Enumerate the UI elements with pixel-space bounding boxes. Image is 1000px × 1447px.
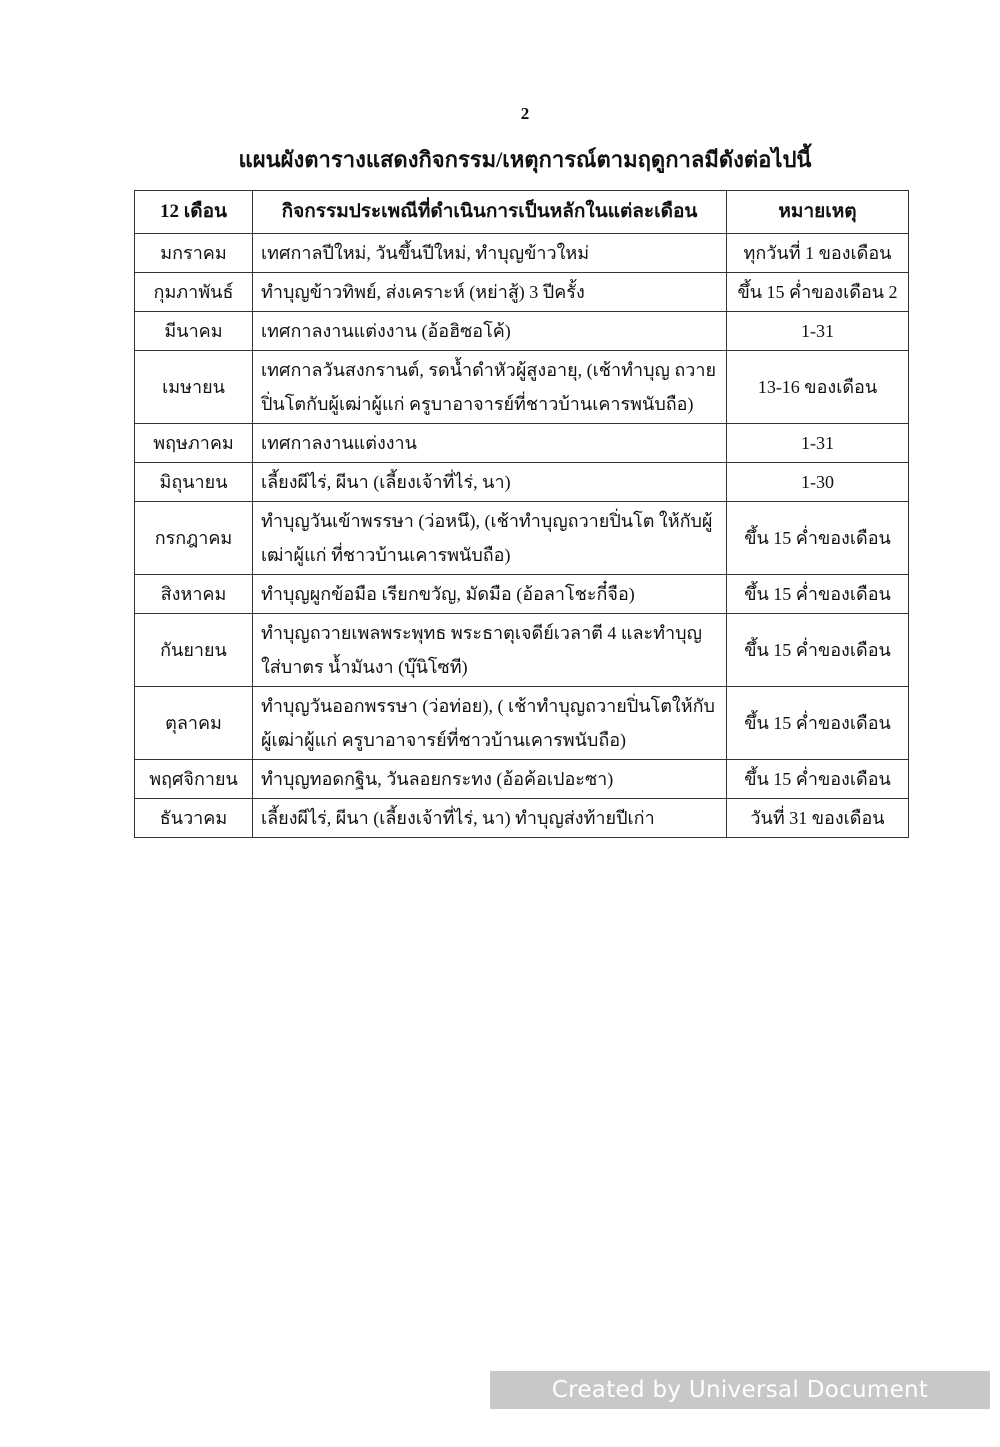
page-number: 2 bbox=[520, 104, 530, 123]
table-row bbox=[135, 760, 909, 799]
header-activity: กิจกรรมประเพณีที่ดำเนินการเป็นหลักในแต่ละเดือน bbox=[253, 191, 727, 234]
activity-cell: เลี้ยงผีไร่, ผีนา (เลี้ยงเจ้าที่ไร่, นา) bbox=[253, 463, 727, 502]
activity-cell: ทำบุญทอดกฐิน, วันลอยกระทง (อ้อค้อเปอะซา) bbox=[253, 760, 727, 799]
month-cell: กุมภาพันธ์ bbox=[135, 273, 253, 312]
note-cell: ขึ้น 15 ค่ำของเดือน bbox=[727, 760, 909, 799]
converter-watermark: Created by Universal Document Converter bbox=[490, 1371, 990, 1409]
activity-cell: เทศกาลงานแต่งงาน bbox=[253, 424, 727, 463]
note-cell: 13-16 ของเดือน bbox=[727, 351, 909, 424]
table-row bbox=[135, 575, 909, 614]
month-cell: ตุลาคม bbox=[135, 687, 253, 760]
note-cell: ขึ้น 15 ค่ำของเดือน bbox=[727, 687, 909, 760]
table-row bbox=[135, 234, 909, 273]
month-cell: มกราคม bbox=[135, 234, 253, 273]
month-cell: มิถุนายน bbox=[135, 463, 253, 502]
table-row bbox=[135, 687, 909, 760]
activity-cell: ทำบุญถวายเพลพระพุทธ พระธาตุเจดีย์เวลาตี 4 และทำบุญใส่บาตร น้ำมันงา (บุ๊นิโซที) bbox=[253, 614, 727, 687]
activity-cell: เลี้ยงผีไร่, ผีนา (เลี้ยงเจ้าที่ไร่, นา) ทำบุญส่งท้ายปีเก่า bbox=[253, 799, 727, 838]
note-cell: ขึ้น 15 ค่ำของเดือน 2 bbox=[727, 273, 909, 312]
month-cell: กันยายน bbox=[135, 614, 253, 687]
table-row bbox=[135, 351, 909, 424]
month-cell: พฤษภาคม bbox=[135, 424, 253, 463]
note-cell: ทุกวันที่ 1 ของเดือน bbox=[727, 234, 909, 273]
table-row bbox=[135, 424, 909, 463]
activity-cell: เทศกาลปีใหม่, วันขึ้นปีใหม่, ทำบุญข้าวใหม่ bbox=[253, 234, 727, 273]
note-cell: ขึ้น 15 ค่ำของเดือน bbox=[727, 575, 909, 614]
table-header-row bbox=[135, 191, 909, 234]
note-cell: ขึ้น 15 ค่ำของเดือน bbox=[727, 614, 909, 687]
document-title: แผนผังตารางแสดงกิจกรรม/เหตุการณ์ตามฤดูกาลมีดังต่อไปนี้ bbox=[238, 147, 812, 172]
month-cell: ธันวาคม bbox=[135, 799, 253, 838]
activity-cell: เทศกาลวันสงกรานต์, รดน้ำดำหัวผู้สูงอายุ, (เช้าทำบุญ ถวายปิ่นโตกับผู้เฒ่าผู้แก่ ครูบาอาจารย์ที่ชาวบ้านเคารพนับถือ) bbox=[253, 351, 727, 424]
month-cell: กรกฎาคม bbox=[135, 502, 253, 575]
activity-cell: เทศกาลงานแต่งงาน (อ้อฮิซอโค้) bbox=[253, 312, 727, 351]
note-cell: ขึ้น 15 ค่ำของเดือน bbox=[727, 502, 909, 575]
activity-cell: ทำบุญผูกข้อมือ เรียกขวัญ, มัดมือ (อ้อลาโชะกี๋จือ) bbox=[253, 575, 727, 614]
header-note: หมายเหตุ bbox=[727, 191, 909, 234]
table-row bbox=[135, 463, 909, 502]
activity-cell: ทำบุญวันเข้าพรรษา (ว่อหนึ), (เช้าทำบุญถวายปิ่นโต ให้กับผู้เฒ่าผู้แก่ ที่ชาวบ้านเคารพนับถือ) bbox=[253, 502, 727, 575]
table-row bbox=[135, 502, 909, 575]
activity-cell: ทำบุญวันออกพรรษา (ว่อท่อย), ( เช้าทำบุญถวายปิ่นโตให้กับผู้เฒ่าผู้แก่ ครูบาอาจารย์ที่ชาวบ้านเคารพนับถือ) bbox=[253, 687, 727, 760]
table-row bbox=[135, 614, 909, 687]
activity-schedule-table bbox=[134, 190, 909, 838]
note-cell: 1-30 bbox=[727, 463, 909, 502]
table-row bbox=[135, 273, 909, 312]
header-month: 12 เดือน bbox=[135, 191, 253, 234]
note-cell: 1-31 bbox=[727, 424, 909, 463]
table-row bbox=[135, 799, 909, 838]
month-cell: พฤศจิกายน bbox=[135, 760, 253, 799]
activity-cell: ทำบุญข้าวทิพย์, ส่งเคราะห์ (หย่าสู้) 3 ปีครั้ง bbox=[253, 273, 727, 312]
month-cell: เมษายน bbox=[135, 351, 253, 424]
note-cell: วันที่ 31 ของเดือน bbox=[727, 799, 909, 838]
month-cell: มีนาคม bbox=[135, 312, 253, 351]
month-cell: สิงหาคม bbox=[135, 575, 253, 614]
note-cell: 1-31 bbox=[727, 312, 909, 351]
table-row bbox=[135, 312, 909, 351]
